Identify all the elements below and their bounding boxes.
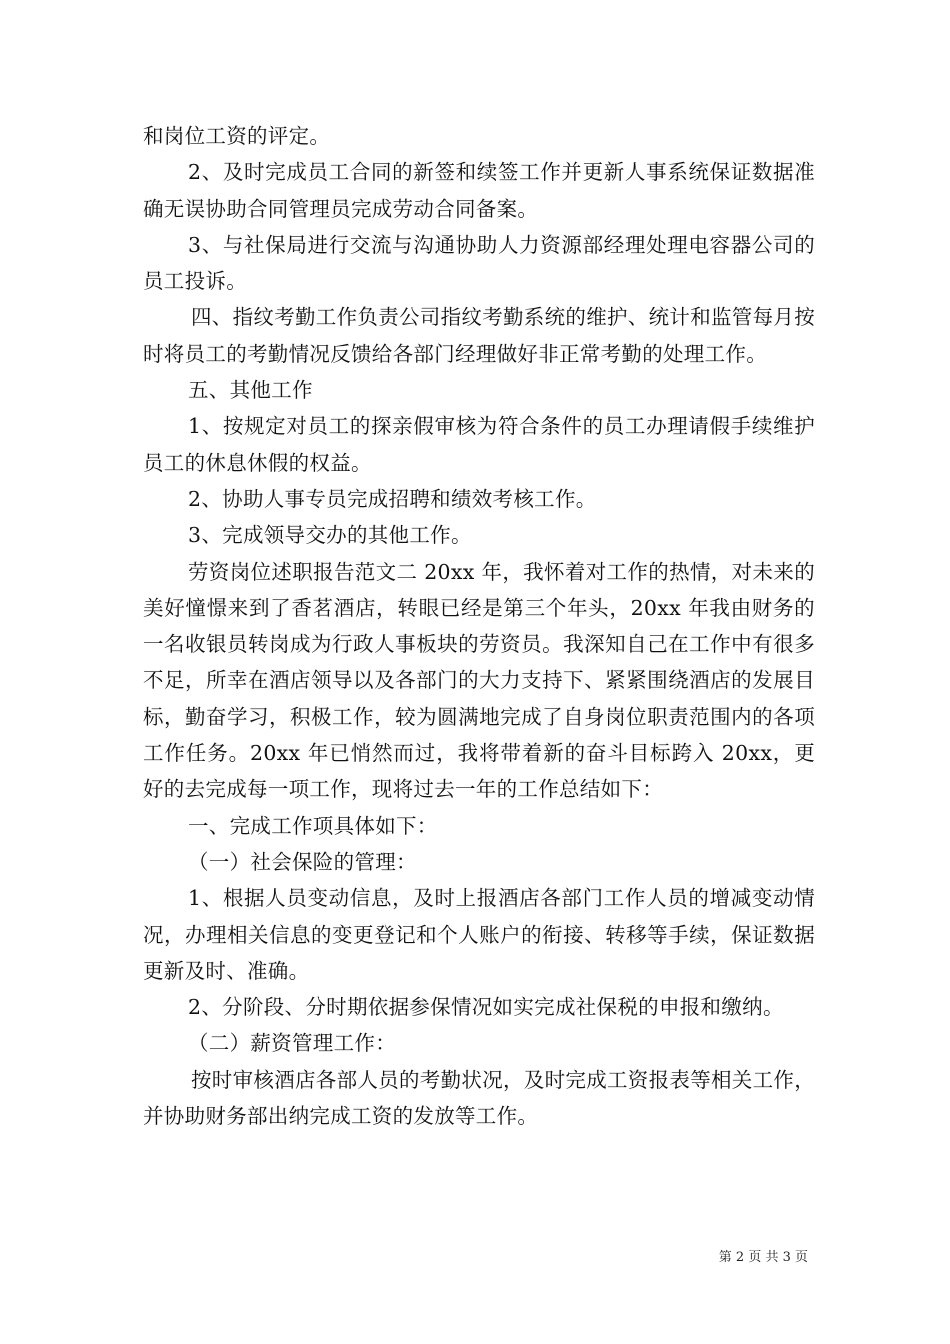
paragraph-section-attendance: 四、指纹考勤工作负责公司指纹考勤系统的维护、统计和监管每月按时将员工的考勤情况反馈给各部门经理做好非正常考勤的处理工作。 bbox=[143, 305, 815, 366]
paragraph-item-contract: 2、及时完成员工合同的新签和续签工作并更新人事系统保证数据准确无误协助合同管理员完成劳动合同备案。 bbox=[143, 160, 815, 221]
document-body bbox=[143, 118, 815, 1134]
paragraph-item-recruitment: 2、协助人事专员完成招聘和绩效考核工作。 bbox=[188, 486, 597, 511]
paragraph-subsection-social-insurance: （一）社会保险的管理： bbox=[188, 849, 417, 874]
page-number: 第 2 页 共 3 页 bbox=[718, 1250, 808, 1265]
paragraph-continuation: 和岗位工资的评定。 bbox=[143, 124, 331, 148]
paragraph-salary-details: 按时审核酒店各部人员的考勤状况，及时完成工资报表等相关工作，并协助财务部出纳完成工资的发放等工作。 bbox=[143, 1067, 815, 1129]
paragraph-item-tax-declaration: 2、分阶段、分时期依据参保情况如实完成社保税的申报和缴纳。 bbox=[188, 995, 784, 1020]
paragraph-item-social-security: 3、与社保局进行交流与沟通协助人力资源部经理处理电容器公司的员工投诉。 bbox=[143, 232, 815, 294]
paragraph-section-completed-work: 一、完成工作项具体如下： bbox=[188, 813, 438, 838]
paragraph-section-other: 五、其他工作 bbox=[188, 378, 313, 403]
paragraph-item-personnel-changes: 1、根据人员变动信息，及时上报酒店各部门工作人员的增减变动情况，办理相关信息的变更登记和个人账户的衔接、转移等手续，保证数据更新及时、准确。 bbox=[143, 886, 815, 983]
paragraph-item-leave: 1、按规定对员工的探亲假审核为符合条件的员工办理请假手续维护员工的休息休假的权益。 bbox=[143, 414, 815, 475]
paragraph-report-intro: 劳资岗位述职报告范文二 20xx 年，我怀着对工作的热情，对未来的美好憧憬来到了香茗酒店，转眼已经是第三个年头，20xx 年我由财务的一名收银员转岗成为行政人事板块的劳资员。我深知自己在工作中有很多不足，所幸在酒店领导以及各部门的大力支持下、紧紧围绕酒店的发展目标，勤奋学习，积极工作，较为圆满地完成了自身岗位职责范围内的各项工作任务。20xx 年已悄然而过，我将带着新的奋斗目标跨入 20xx，更好的去完成每一项工作，现将过去一年的工作总结如下： bbox=[143, 559, 815, 802]
paragraph-item-other-tasks: 3、完成领导交办的其他工作。 bbox=[188, 523, 472, 548]
paragraph-subsection-salary: （二）薪资管理工作： bbox=[188, 1031, 396, 1056]
